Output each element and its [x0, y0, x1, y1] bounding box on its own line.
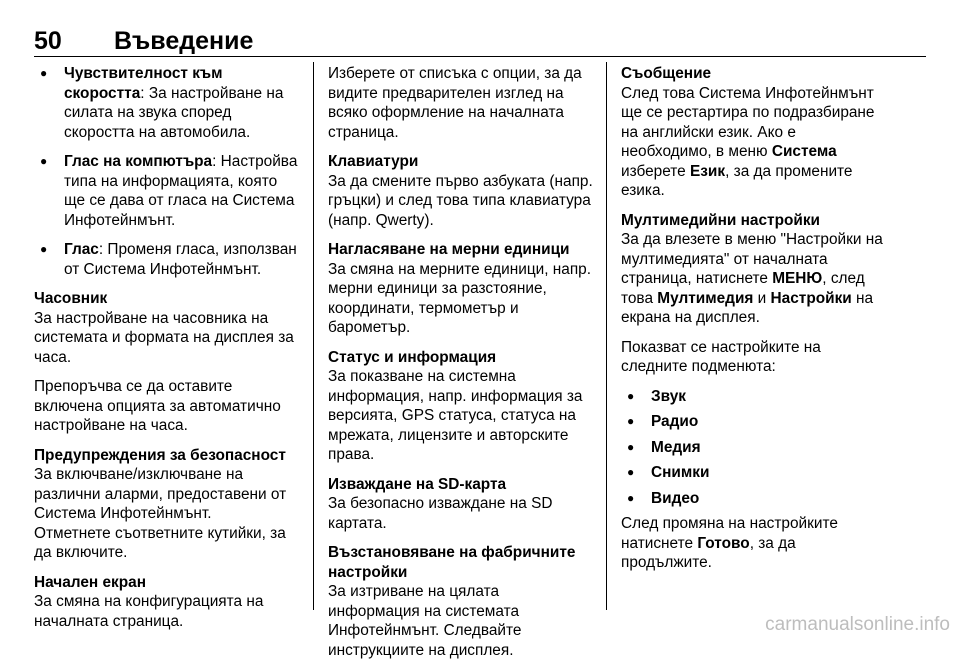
submenu-name: Радио [651, 413, 699, 430]
menu-term: Система [771, 143, 837, 160]
list-item [34, 64, 298, 142]
submenu-name: Видео [651, 489, 700, 507]
section-text: За безопасно изваждане на SD картата. [328, 495, 553, 532]
section-text: За показване на системна информация, напр. информация за версията, GPS статуса, статуса на мрежата, лицензите и авторските права. [328, 368, 583, 463]
text-run: и [753, 289, 771, 307]
menu-term: Мултимедия [657, 289, 754, 307]
text-run: След това Система Инфотейнмънт ще се рестартира по подразбиране на английски език. Ако е необходимо, в меню [621, 84, 875, 160]
text-run: За да влезете в меню "Настройки на мултимедията" от началната страница, натиснете [621, 231, 883, 287]
section-text [621, 230, 885, 328]
paragraph [621, 514, 885, 573]
text-run: , за да продължите. [621, 534, 796, 571]
section-keyboards [328, 152, 594, 230]
section-heading: Мултимедийни настройки [621, 211, 821, 229]
section-sd-card [328, 475, 594, 534]
submenu-name: Снимки [651, 464, 710, 481]
submenu-name: Звук [651, 387, 686, 405]
section-text: За смяна на конфигурацията на началната страница. [34, 593, 264, 630]
paragraph [621, 338, 885, 377]
section-status [328, 348, 594, 465]
section-heading: Съобщение [621, 65, 712, 82]
section-text: За настройване на часовника на системата и формата на дисплея за часа. [34, 309, 294, 366]
column-1 [34, 64, 298, 641]
section-heading: Статус и информация [328, 348, 497, 366]
item-title: Глас [64, 241, 99, 258]
section-heading: Клавиатури [328, 153, 419, 170]
menu-term: МЕНЮ [772, 270, 823, 287]
list-item [621, 412, 885, 432]
column-divider [313, 62, 314, 610]
text-run: на екрана на дисплея. [621, 289, 874, 326]
text-run: изберете [621, 162, 691, 180]
menu-term: Настройки [770, 289, 852, 307]
section-text: За изтриване на цялата информация на системата Инфотейнмънт. Следвайте инструкциите на дисплея. [328, 583, 522, 659]
section-heading: Изваждане на SD-карта [328, 475, 507, 493]
section-heading: Начален екран [34, 573, 147, 591]
section-clock [34, 289, 298, 367]
page-header [34, 26, 926, 57]
section-multimedia [621, 211, 885, 328]
section-safety [34, 446, 298, 563]
section-text: Показват се настройките на следните подменюта: [621, 338, 821, 375]
section-text: За смяна на мерните единици, напр. мерни единици за разстояние, координати, термометър и барометър. [328, 260, 592, 336]
section-text: За включване/изключване на различни аларми, предоставени от Система Инфотейнмънт. [34, 466, 287, 522]
list-item [621, 387, 885, 407]
list-item [621, 463, 885, 483]
paragraph [34, 377, 298, 436]
section-text [621, 514, 885, 573]
section-home [34, 573, 298, 632]
list-item [621, 438, 885, 458]
text-run: След промяна на настройките натиснете [621, 515, 838, 552]
menu-term: Готово [697, 534, 750, 552]
section-text: Отметнете съответните кутийки, за да включите. [34, 524, 286, 561]
item-text: : За настройване на силата на звука според скоростта на автомобила. [64, 84, 284, 141]
column-divider [606, 62, 607, 610]
section-text: Изберете от списъка с опции, за да видите предварителен изглед на всяко оформление на началната страница. [328, 65, 582, 141]
section-text [621, 84, 885, 201]
text-run: , за да промените езика. [621, 162, 853, 199]
column-2 [328, 64, 594, 670]
page-title: Въведение [114, 27, 254, 55]
item-title: Глас на компютъра [64, 153, 213, 170]
section-units [328, 240, 594, 338]
column-3 [621, 64, 885, 583]
paragraph [328, 64, 594, 142]
section-heading: Нагласяване на мерни единици [328, 241, 570, 258]
section-heading: Предупреждения за безопасност [34, 446, 286, 464]
page-number: 50 [34, 27, 62, 55]
list-item [34, 152, 298, 230]
item-text: : Променя гласа, използван от Система Инфотейнмънт. [64, 241, 297, 278]
section-heading: Часовник [34, 290, 108, 307]
section-message [621, 64, 885, 201]
text-run: , след това [621, 270, 865, 307]
submenu-name: Медия [651, 438, 701, 456]
section-factory-reset [328, 543, 594, 660]
section-heading: Възстановяване на фабричните настройки [328, 544, 576, 581]
section-text: Препоръчва се да оставите включена опцията за автоматично настройване на часа. [34, 378, 281, 434]
menu-term: Език [690, 162, 726, 180]
item-text: : Настройва типа на информацията, която ще се дава от гласа на Система Инфотейнмънт. [64, 153, 298, 229]
watermark: carmanualsonline.info [765, 614, 950, 635]
list-item [34, 240, 298, 279]
list-item [621, 489, 885, 509]
item-title: Чувствителност към скоростта [64, 65, 223, 102]
section-text: За да смените първо азбуката (напр. гръцки) и след това типа клавиатура (напр. Qwerty). [328, 172, 593, 229]
